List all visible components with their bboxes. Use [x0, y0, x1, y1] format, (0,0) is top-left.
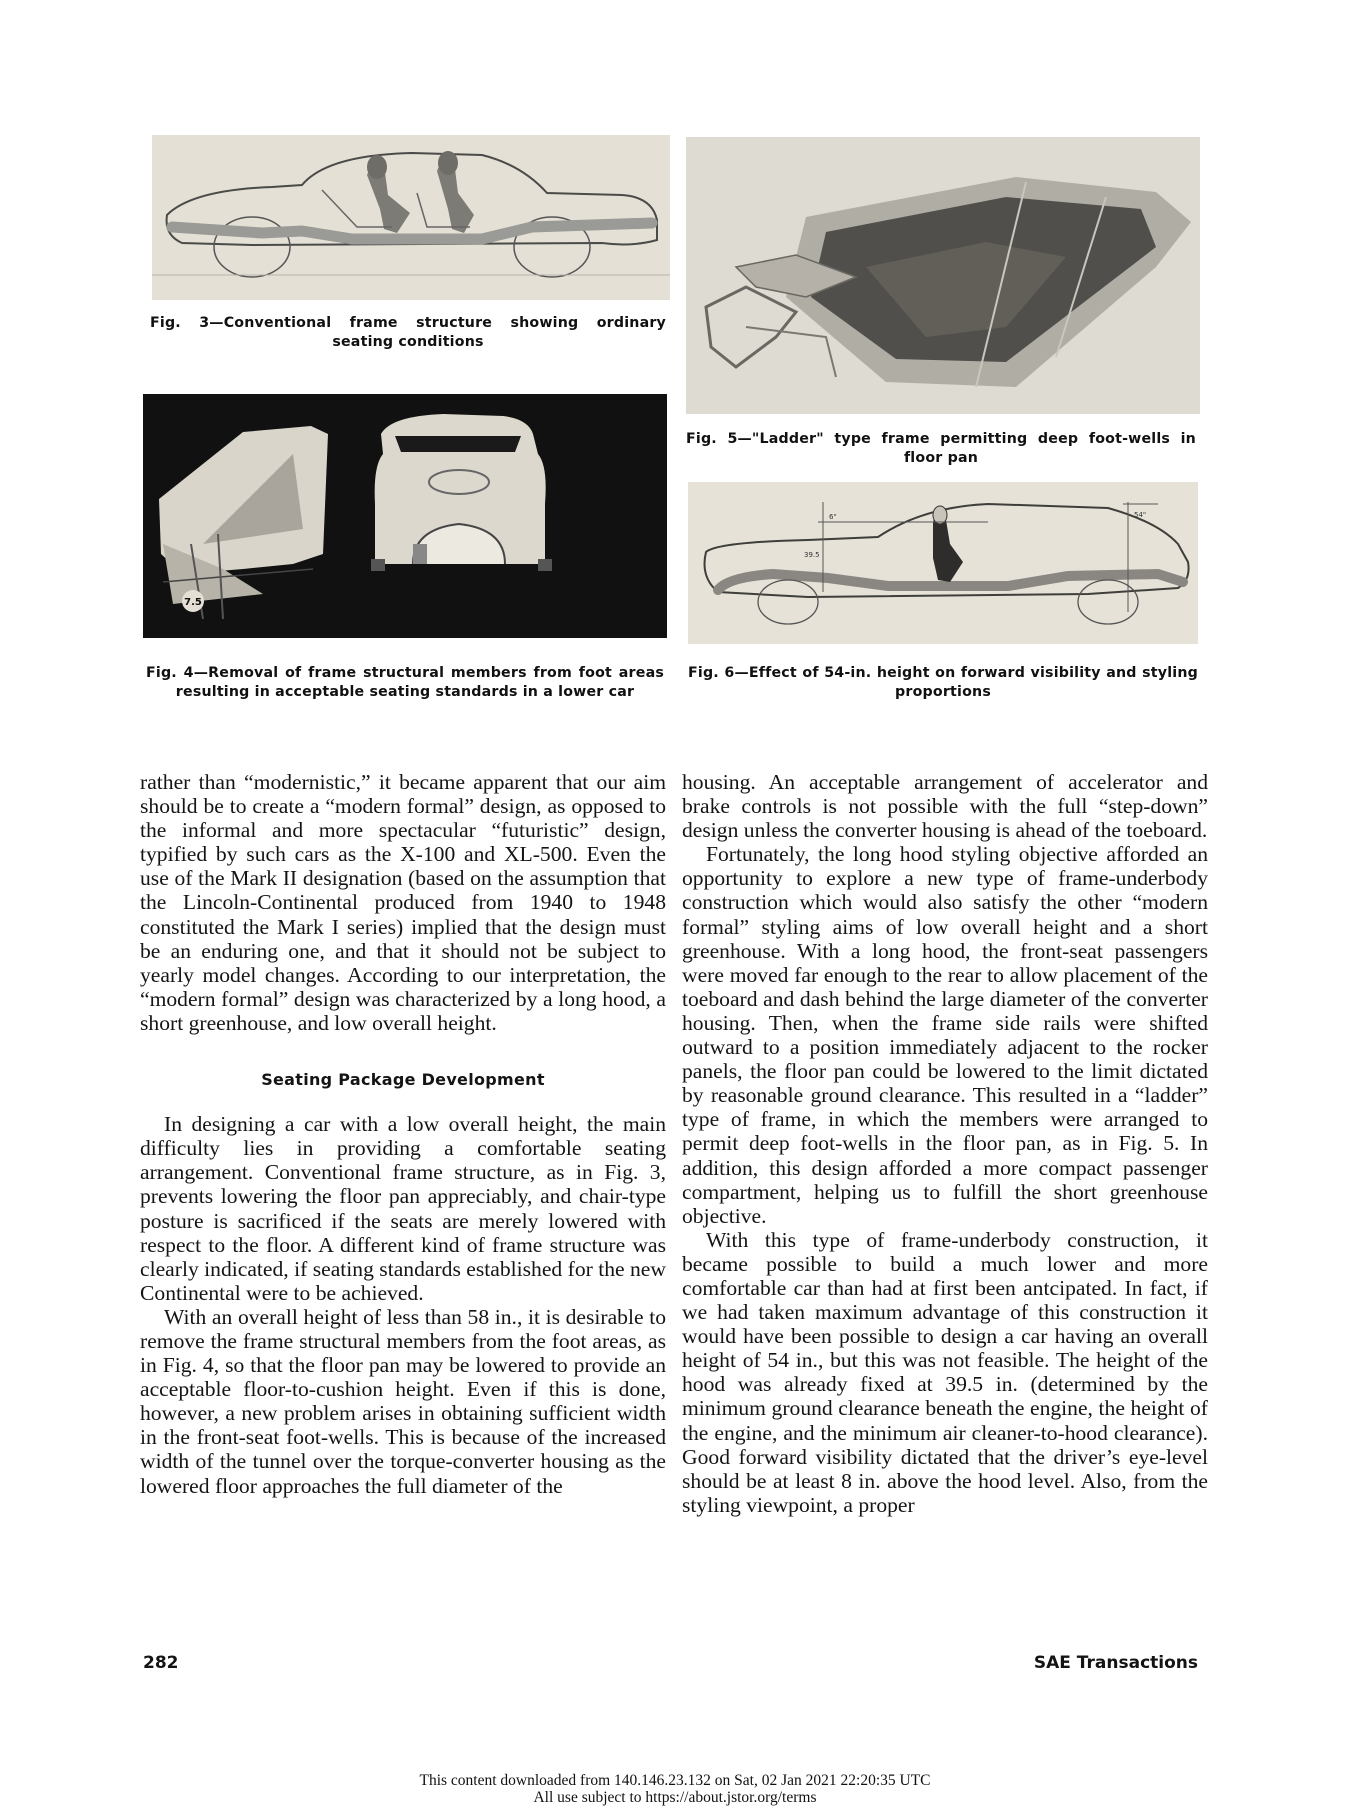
paragraph: rather than “modernistic,” it became apparent that our aim should be to create a “modern formal” design, as opposed to the informal and more spectacular “futuristic” design, typified by such cars as the X-100 and XL-500. Even the use of the Mark II designation (based on the assumption that the Lincoln-Continental produced from 1940 to 1948 constituted the Mark I series) implied that the design must be an enduring one, and that it should not be subject to yearly model changes. According to our interpretation, the “modern formal” design was characterized by a long hood, a short greenhouse, and low overall height.	[140, 770, 666, 1035]
figure-5-image	[686, 137, 1200, 414]
page-number: 282	[143, 1653, 179, 1673]
paragraph: In designing a car with a low overall height, the main difficulty lies in providing a comfortable seating arrangement. Conventional frame structure, as in Fig. 3, prevents lowering the floor pan appreciably, and chair-type posture is sacrificed if the seats are merely lowered with respect to the floor. A different kind of frame structure was clearly indicated, if seating standards established for the new Continental were to be achieved.	[140, 1112, 666, 1305]
fig6-label-b: 54"	[1134, 511, 1147, 519]
fig4-cross-section-drawing	[143, 394, 667, 638]
journal-title: SAE Transactions	[1033, 1653, 1198, 1673]
figure-6-caption: Fig. 6—Effect of 54-in. height on forward visibility and styling proportions	[688, 665, 1198, 700]
download-notice-line-1: This content downloaded from 140.146.23.132 on Sat, 02 Jan 2021 22:20:35 UTC	[419, 1772, 931, 1789]
fig3-car-drawing	[152, 135, 670, 300]
figure-3-caption: Fig. 3—Conventional frame structure showing ordinary seating conditions	[150, 315, 666, 350]
download-notice	[0, 1772, 1350, 1806]
download-notice-line-2: All use subject to https://about.jstor.org/terms	[533, 1789, 817, 1806]
paragraph: With this type of frame-underbody construction, it became possible to build a much lower and more comfortable car than had at first been antcipated. In fact, if we had taken maximum advantage of this construction it would have been possible to design a car having an overall height of 54 in., but this was not feasible. The height of the hood was already fixed at 39.5 in. (determined by the minimum ground clearance beneath the engine, the height of the engine, and the minimum air cleaner-to-hood clearance). Good forward visibility dictated that the driver’s eye-level should be at least 8 in. above the hood level. Also, from the styling viewpoint, a proper	[682, 1227, 1208, 1517]
right-column	[682, 770, 1208, 1517]
paragraph: With an overall height of less than 58 in., it is desirable to remove the frame structural members from the foot areas, as in Fig. 4, so that the floor pan may be lowered to provide an acceptable floor-to-cushion height. Even if this is done, however, a new problem arises in obtaining sufficient width in the front-seat foot-wells. This is because of the increased width of the tunnel over the torque-converter housing as the lowered floor approaches the full diameter of the	[140, 1304, 666, 1498]
fig4-dimension-marker: 7.5	[184, 597, 202, 608]
fig6-visibility-drawing	[688, 482, 1198, 644]
figure-4-image	[143, 394, 667, 638]
paragraph: housing. An acceptable arrangement of accelerator and brake controls is not possible with the full “step-down” design unless the converter housing is ahead of the toeboard.	[682, 770, 1208, 843]
figure-3-image	[152, 135, 670, 300]
figure-5-caption: Fig. 5—"Ladder" type frame permitting deep foot-wells in floor pan	[686, 431, 1196, 466]
fig5-frame-drawing	[686, 137, 1200, 414]
section-heading: Seating Package Development	[261, 1070, 545, 1090]
figure-6-image	[688, 482, 1198, 644]
fig6-label-c: 39.5	[804, 551, 820, 559]
left-column	[140, 770, 666, 1498]
paragraph: Fortunately, the long hood styling objective afforded an opportunity to explore a new type of frame-underbody construction which would also satisfy the other “modern formal” styling aims of low overall height and a short greenhouse. With a long hood, the front-seat passengers were moved far enough to the rear to allow placement of the toeboard and dash behind the large diameter of the converter housing. Then, when the frame side rails were shifted outward to a position immediately adjacent to the rocker panels, the floor pan could be lowered to the limit dictated by reasonable ground clearance. This resulted in a “ladder” type of frame, in which the members were arranged to permit deep foot-wells in the floor pan, as in Fig. 5. In addition, this design afforded a more compact passenger compartment, helping us to fulfill the short greenhouse objective.	[682, 842, 1208, 1228]
fig6-label-a: 6"	[829, 513, 837, 521]
figure-4-caption: Fig. 4—Removal of frame structural members from foot areas resulting in acceptable seating standards in a lower car	[146, 665, 664, 700]
